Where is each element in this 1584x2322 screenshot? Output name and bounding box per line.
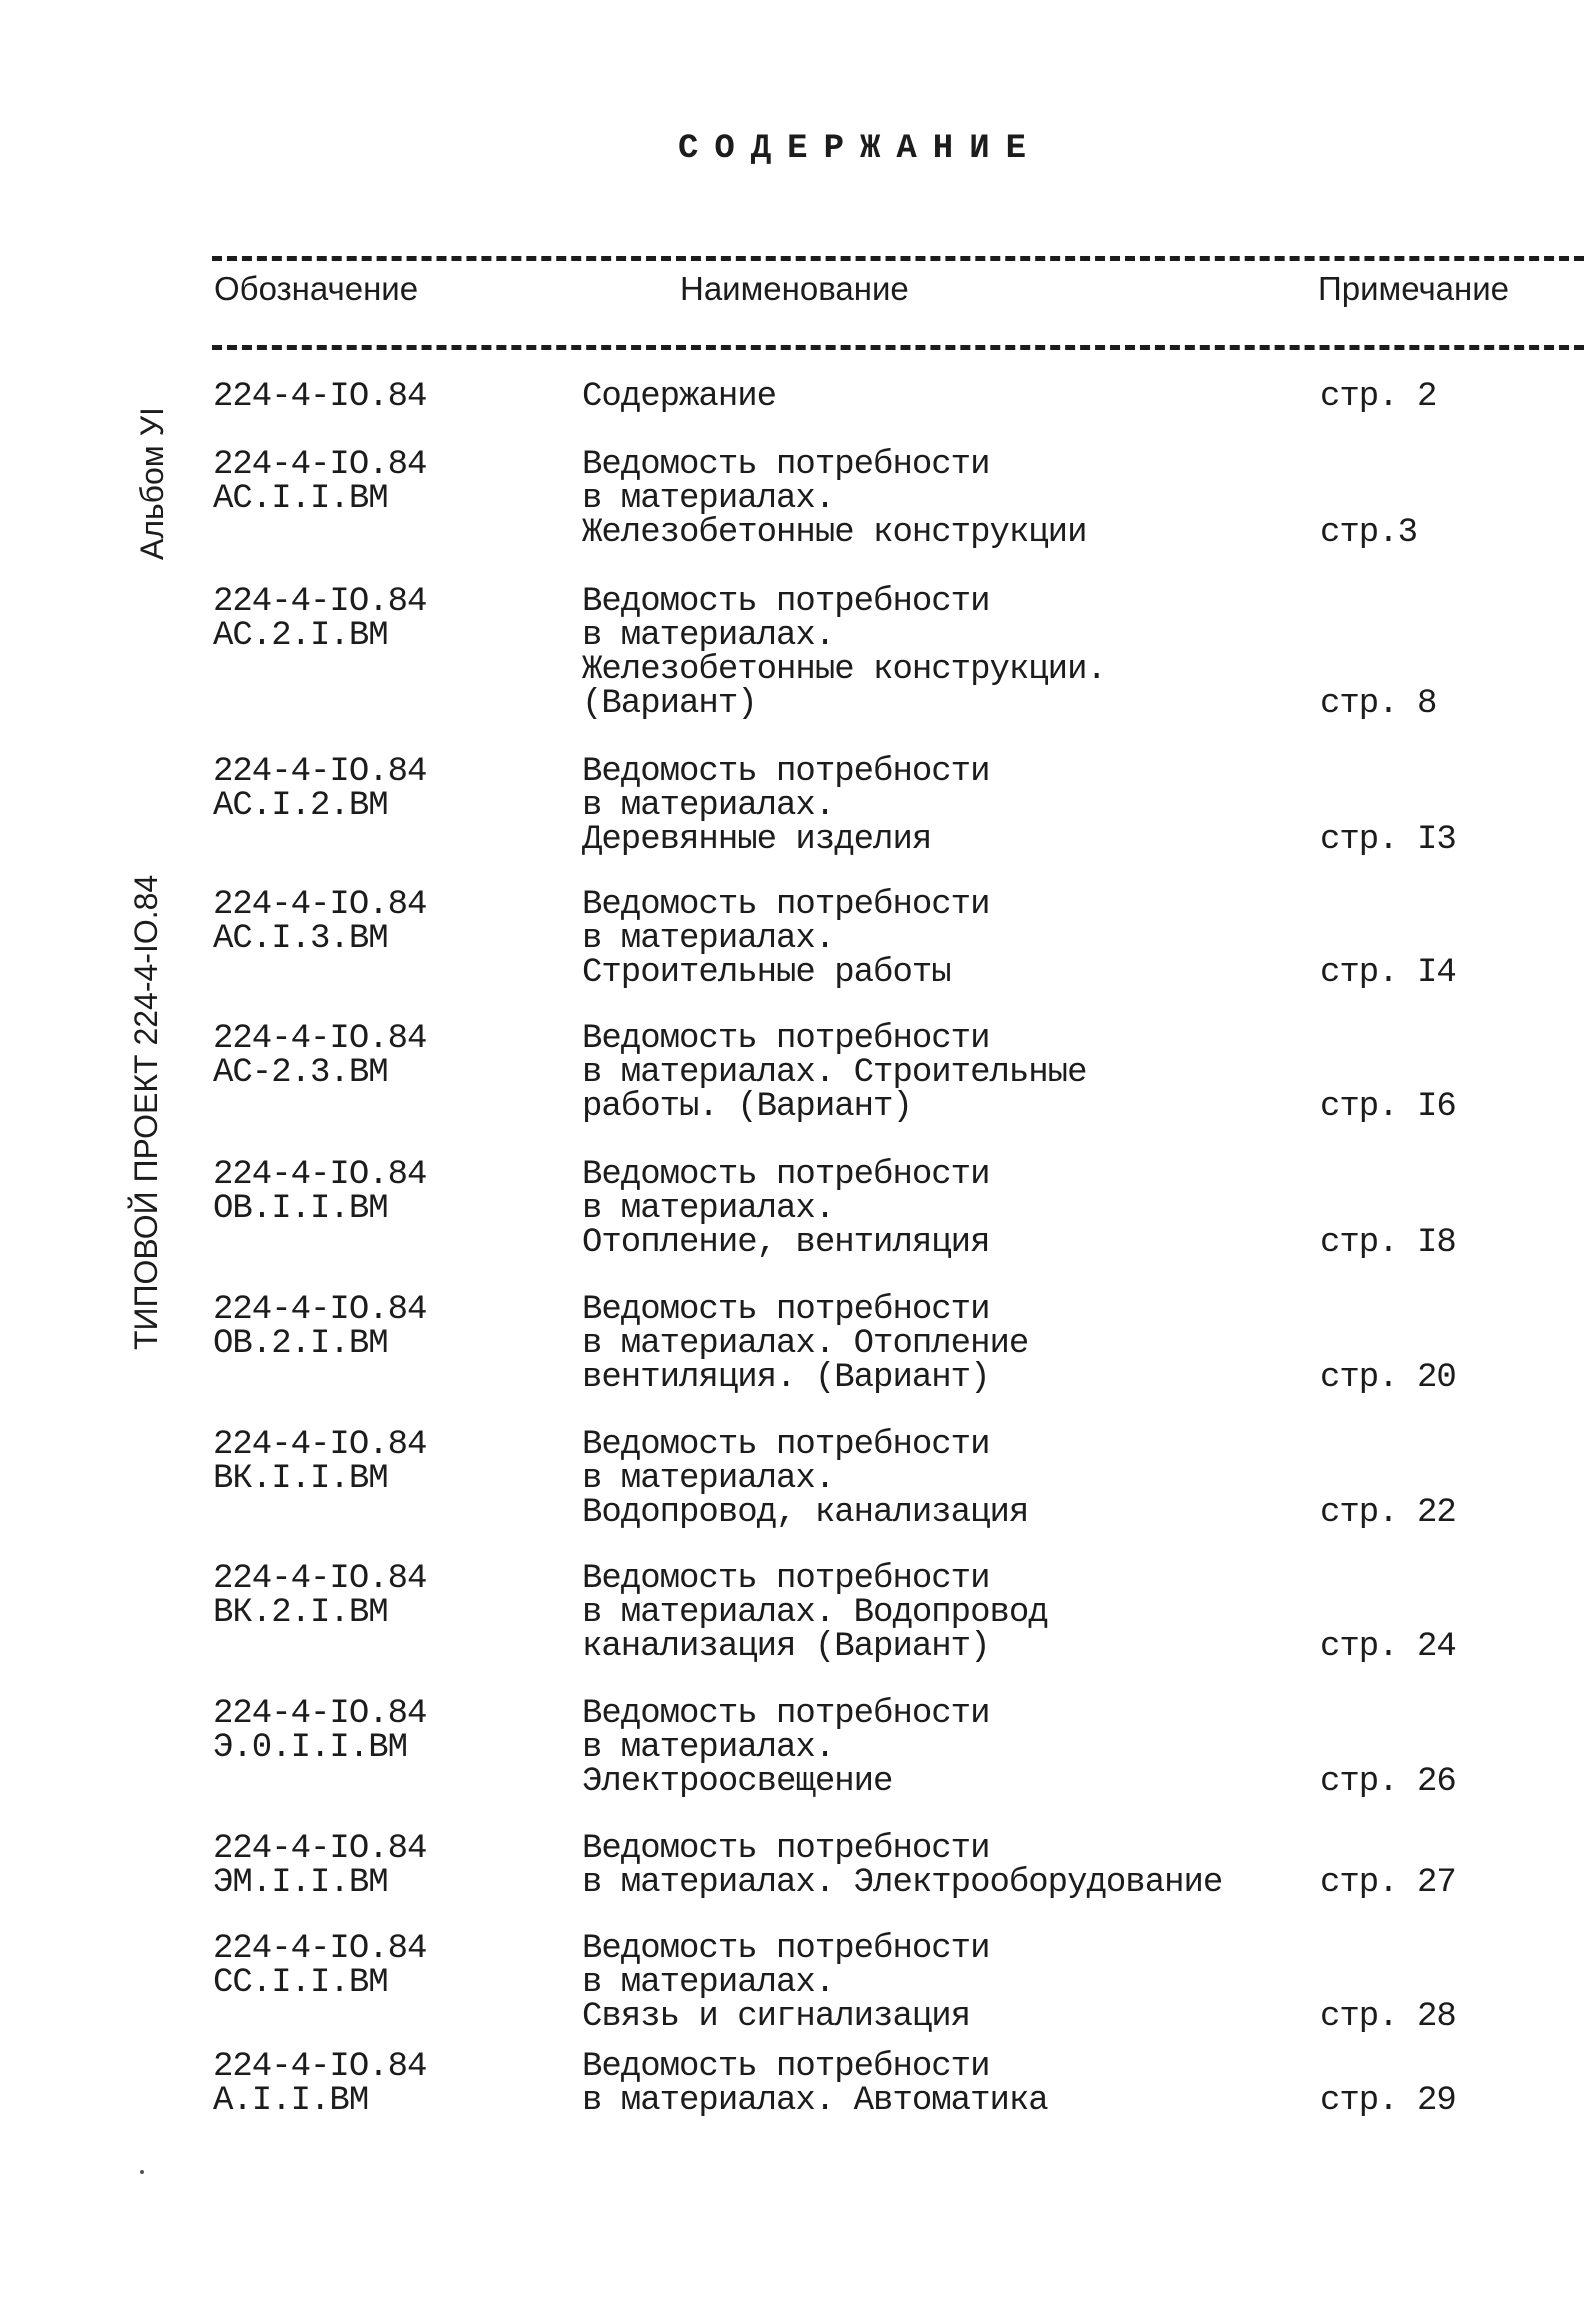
entry-name — [582, 1158, 989, 1260]
entry-page: стр. 27 — [1320, 1864, 1456, 1902]
name-line: Ведомость потребности — [582, 1426, 990, 1464]
designation-line: 224-4-IO.84 — [213, 378, 427, 416]
entry-name — [582, 585, 1106, 721]
column-header-name: Наименование — [680, 270, 909, 307]
name-line: Железобетонные конструкции. — [582, 651, 1106, 689]
header-top-divider — [212, 256, 1584, 261]
entry-designation — [213, 1932, 426, 2000]
name-line: в материалах. Электрооборудование — [582, 1864, 1223, 1902]
entry-name — [582, 2050, 1048, 2118]
entry-page: стр. 24 — [1320, 1628, 1456, 1666]
name-line: в материалах. — [582, 1190, 835, 1228]
designation-line: ЭМ.I.I.ВМ — [213, 1864, 388, 1902]
entry-name — [582, 755, 989, 857]
name-line: в материалах. Отопление — [582, 1325, 1029, 1363]
designation-line: 224-4-IO.84 — [213, 753, 427, 791]
name-line: в материалах. — [582, 920, 835, 958]
entry-name — [582, 1022, 1087, 1124]
name-line: Связь и сигнализация — [582, 1998, 971, 2036]
entry-designation — [213, 1428, 426, 1496]
column-header-designation: Обозначение — [214, 270, 419, 307]
name-line: работы. (Вариант) — [582, 1088, 912, 1126]
name-line: Ведомость потребности — [582, 1291, 990, 1329]
name-line: Ведомость потребности — [582, 2048, 990, 2086]
name-line: в материалах. — [582, 787, 835, 825]
name-line: в материалах. Водопровод — [582, 1594, 1048, 1632]
designation-line: 224-4-IO.84 — [213, 1830, 427, 1868]
name-line: Содержание — [582, 378, 777, 416]
name-line: Железобетонные конструкции — [582, 514, 1087, 552]
name-line: Ведомость потребности — [582, 583, 990, 621]
entry-name — [582, 380, 776, 414]
designation-line: 224-4-IO.84 — [213, 2048, 427, 2086]
designation-line: АС-2.3.ВМ — [213, 1054, 388, 1092]
entry-page: стр. 2 — [1320, 378, 1437, 416]
entry-page: стр. I4 — [1320, 954, 1456, 992]
name-line: Водопровод, канализация — [582, 1494, 1029, 1532]
designation-line: 224-4-IO.84 — [213, 1020, 427, 1058]
entry-page: стр. I8 — [1320, 1224, 1456, 1262]
album-side-label: Альбом УI — [134, 407, 170, 560]
entry-designation — [213, 1697, 426, 1765]
name-line: Ведомость потребности — [582, 1930, 990, 1968]
designation-line: 224-4-IO.84 — [213, 886, 427, 924]
entry-designation — [213, 1562, 426, 1630]
name-line: канализация (Вариант) — [582, 1628, 990, 1666]
designation-line: 224-4-IO.84 — [213, 583, 427, 621]
name-line: Строительные работы — [582, 954, 951, 992]
name-line: в материалах. — [582, 1460, 835, 1498]
designation-line: СС.I.I.ВМ — [213, 1964, 388, 2002]
project-side-label: ТИПОВОЙ ПРОЕКТ 224-4-IO.84 — [128, 874, 164, 1350]
designation-line: ОВ.I.I.ВМ — [213, 1190, 388, 1228]
entry-page: стр. 22 — [1320, 1494, 1456, 1532]
entry-page: стр.3 — [1320, 514, 1418, 552]
name-line: вентиляция. (Вариант) — [582, 1359, 990, 1397]
name-line: Деревянные изделия — [582, 821, 932, 859]
entry-page: стр. 28 — [1320, 1998, 1456, 2036]
name-line: Ведомость потребности — [582, 886, 990, 924]
designation-line: Э.0.I.I.ВМ — [213, 1729, 408, 1767]
designation-line: АС.I.2.ВМ — [213, 787, 388, 825]
entry-name — [582, 888, 989, 990]
designation-line: АС.I.3.ВМ — [213, 920, 388, 958]
entry-page: стр. 26 — [1320, 1763, 1456, 1801]
header-bottom-divider — [212, 345, 1584, 350]
designation-line: 224-4-IO.84 — [213, 446, 427, 484]
designation-line: 224-4-IO.84 — [213, 1560, 427, 1598]
name-line: Ведомость потребности — [582, 1695, 990, 1733]
name-line: Ведомость потребности — [582, 446, 990, 484]
name-line: Ведомость потребности — [582, 1560, 990, 1598]
designation-line: ВК.I.I.ВМ — [213, 1460, 388, 1498]
entry-page: стр. I6 — [1320, 1088, 1456, 1126]
designation-line: 224-4-IO.84 — [213, 1426, 427, 1464]
name-line: в материалах. — [582, 1964, 835, 2002]
entry-designation — [213, 380, 426, 414]
name-line: Ведомость потребности — [582, 1156, 990, 1194]
designation-line: 224-4-IO.84 — [213, 1695, 427, 1733]
entry-name — [582, 1832, 1222, 1900]
name-line: в материалах. — [582, 1729, 835, 1767]
designation-line: 224-4-IO.84 — [213, 1930, 427, 1968]
name-line: в материалах. Строительные — [582, 1054, 1087, 1092]
name-line: в материалах. — [582, 480, 835, 518]
name-line: (Вариант) — [582, 685, 757, 723]
scan-speck — [140, 2170, 144, 2174]
name-line: Электроосвещение — [582, 1763, 893, 1801]
column-header-note: Примечание — [1318, 270, 1510, 307]
name-line: Отопление, вентиляция — [582, 1224, 990, 1262]
name-line: Ведомость потребности — [582, 753, 990, 791]
entry-name — [582, 1293, 1028, 1395]
name-line: в материалах. — [582, 617, 835, 655]
entry-designation — [213, 1158, 426, 1226]
designation-line: ОВ.2.I.ВМ — [213, 1325, 388, 1363]
entry-name — [582, 1562, 1048, 1664]
entry-designation — [213, 1293, 426, 1361]
name-line: Ведомость потребности — [582, 1020, 990, 1058]
name-line: Ведомость потребности — [582, 1830, 990, 1868]
designation-line: ВК.2.I.ВМ — [213, 1594, 388, 1632]
entry-designation — [213, 888, 426, 956]
designation-line: АС.I.I.ВМ — [213, 480, 388, 518]
entry-designation — [213, 755, 426, 823]
entry-designation — [213, 2050, 426, 2118]
entry-designation — [213, 1022, 426, 1090]
designation-line: 224-4-IO.84 — [213, 1291, 427, 1329]
designation-line: 224-4-IO.84 — [213, 1156, 427, 1194]
name-line: в материалах. Автоматика — [582, 2082, 1048, 2120]
entry-designation — [213, 448, 426, 516]
entry-designation — [213, 1832, 426, 1900]
entry-name — [582, 1428, 1028, 1530]
designation-line: АС.2.I.ВМ — [213, 617, 388, 655]
entry-page: стр. 8 — [1320, 685, 1437, 723]
entry-page: стр. 20 — [1320, 1359, 1456, 1397]
entry-name — [582, 1697, 989, 1799]
entry-page: стр. 29 — [1320, 2082, 1456, 2120]
entry-name — [582, 1932, 989, 2034]
entry-page: стр. I3 — [1320, 821, 1456, 859]
entry-designation — [213, 585, 426, 653]
page-title: СОДЕРЖАНИЕ — [677, 130, 1043, 168]
entry-name — [582, 448, 1087, 550]
designation-line: А.I.I.ВМ — [213, 2082, 369, 2120]
